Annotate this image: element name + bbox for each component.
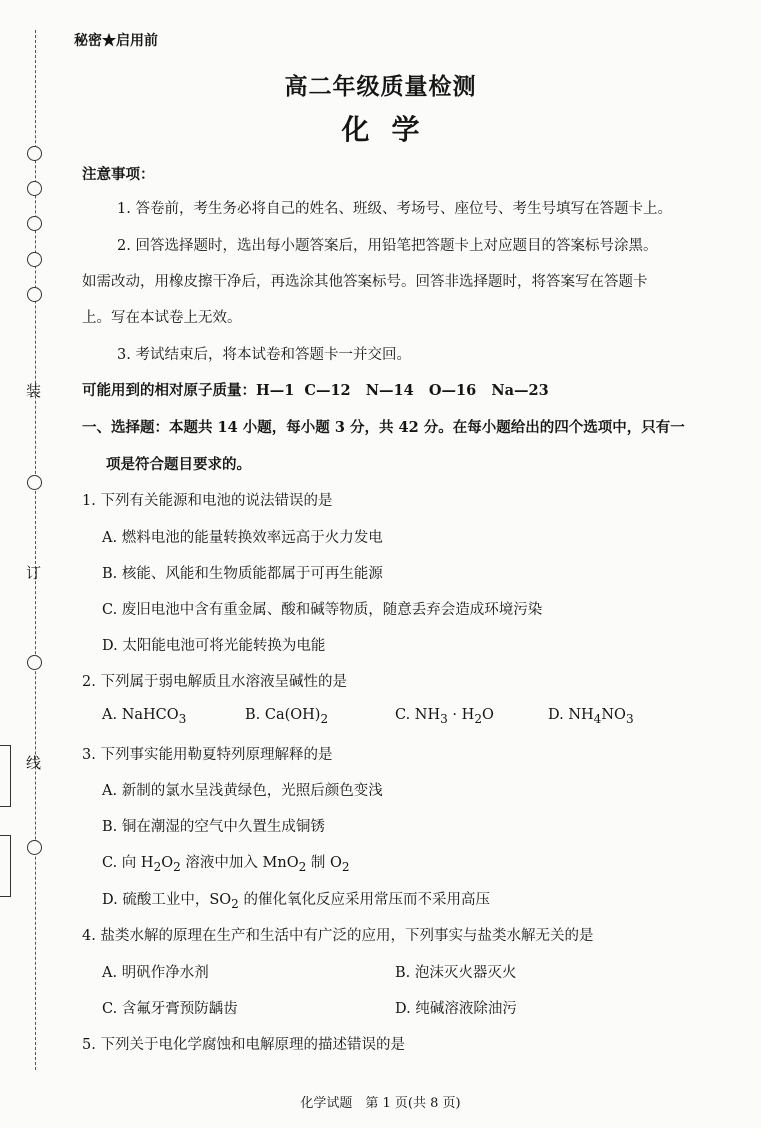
mass-n: N—14 <box>365 382 414 399</box>
q4-option-b: B. 泡沫灭火器灭火 <box>395 965 517 981</box>
mass-c: C—12 <box>304 382 351 399</box>
q4-option-d: D. 纯碱溶液除油污 <box>395 1001 517 1017</box>
q1-option-a: A. 燃料电池的能量转换效率远高于火力发电 <box>102 530 383 546</box>
notice-heading: 注意事项： <box>82 166 155 183</box>
q1-option-d: D. 太阳能电池可将光能转换为电能 <box>102 638 326 654</box>
notice-item-2-cont: 上。写在本试卷上无效。 <box>82 310 242 326</box>
side-info-box <box>0 835 11 897</box>
q4-option-c: C. 含氟牙膏预防龋齿 <box>102 1001 238 1017</box>
q2-option-b: B. $Ca(OH)_2$ <box>245 707 329 726</box>
notice-item-1: 1. 答卷前，考生务必将自己的姓名、班级、考场号、座位号、考生号填写在答题卡上。 <box>117 201 672 217</box>
q3-option-d: D. 硫酸工业中，$SO_2$ 的催化氧化反应采用常压而不采用高压 <box>102 892 490 911</box>
binding-hole-icon <box>27 840 42 855</box>
question-1-stem: 1. 下列有关能源和电池的说法错误的是 <box>82 493 333 509</box>
q1-option-c: C. 废旧电池中含有重金属、酸和碱等物质，随意丢弃会造成环境污染 <box>102 602 543 618</box>
q2-option-d: D. $NH_4NO_3$ <box>548 707 634 726</box>
binding-hole-icon <box>27 252 42 267</box>
binding-char-xian: 线 <box>26 754 42 772</box>
question-2-stem: 2. 下列属于弱电解质且水溶液呈碱性的是 <box>82 674 347 690</box>
binding-char-ding: 订 <box>26 564 42 582</box>
exam-subject: 化学 <box>341 113 442 146</box>
q3-option-a: A. 新制的氯水呈浅黄绿色，光照后颜色变浅 <box>102 783 383 799</box>
binding-char-zhuang: 装 <box>26 382 42 400</box>
mass-na: Na—23 <box>491 382 549 399</box>
section-heading-cont: 项是符合题目要求的。 <box>106 456 251 473</box>
notice-item-2: 2. 回答选择题时，选出每小题答案后，用铅笔把答题卡上对应题目的答案标号涂黑。 <box>117 238 658 254</box>
atomic-mass-label: 可能用到的相对原子质量： <box>82 382 256 399</box>
side-info-box <box>0 745 11 807</box>
exam-title: 高二年级质量检测 <box>284 73 477 100</box>
q3-option-c: C. 向 $H_2O_2$ 溶液中加入 MnO$_2$ 制 $O_2$ <box>102 855 350 874</box>
question-4-stem: 4. 盐类水解的原理在生产和生活中有广泛的应用，下列事实与盐类水解无关的是 <box>82 928 594 944</box>
binding-hole-icon <box>27 475 42 490</box>
mass-o: O—16 <box>428 382 477 399</box>
binding-hole-icon <box>27 655 42 670</box>
q4-option-a: A. 明矾作净水剂 <box>102 965 209 981</box>
question-3-stem: 3. 下列事实能用勒夏特列原理解释的是 <box>82 747 333 763</box>
q2-option-c: C. $NH_3 \cdot H_2O$ <box>395 707 494 726</box>
secret-mark: 秘密★启用前 <box>74 33 158 49</box>
q2-option-a: A. NaHCO$_3$ <box>102 707 187 726</box>
binding-hole-icon <box>27 146 42 161</box>
q3-option-b: B. 铜在潮湿的空气中久置生成铜锈 <box>102 819 325 835</box>
q1-option-b: B. 核能、风能和生物质能都属于可再生能源 <box>102 566 383 582</box>
question-5-stem: 5. 下列关于电化学腐蚀和电解原理的描述错误的是 <box>82 1037 405 1053</box>
binding-hole-icon <box>27 181 42 196</box>
binding-hole-icon <box>27 216 42 231</box>
atomic-mass-line <box>82 379 549 400</box>
binding-hole-icon <box>27 287 42 302</box>
page-footer: 化学试题 第 1 页(共 8 页) <box>300 1096 461 1111</box>
notice-item-2-cont: 如需改动，用橡皮擦干净后，再选涂其他答案标号。回答非选择题时，将答案写在答题卡 <box>82 274 648 290</box>
mass-h: H—1 <box>256 382 295 399</box>
notice-item-3: 3. 考试结束后，将本试卷和答题卡一并交回。 <box>117 347 411 363</box>
section-heading: 一、选择题：本题共 14 小题，每小题 3 分，共 42 分。在每小题给出的四个选项中，只有一 <box>82 419 685 436</box>
